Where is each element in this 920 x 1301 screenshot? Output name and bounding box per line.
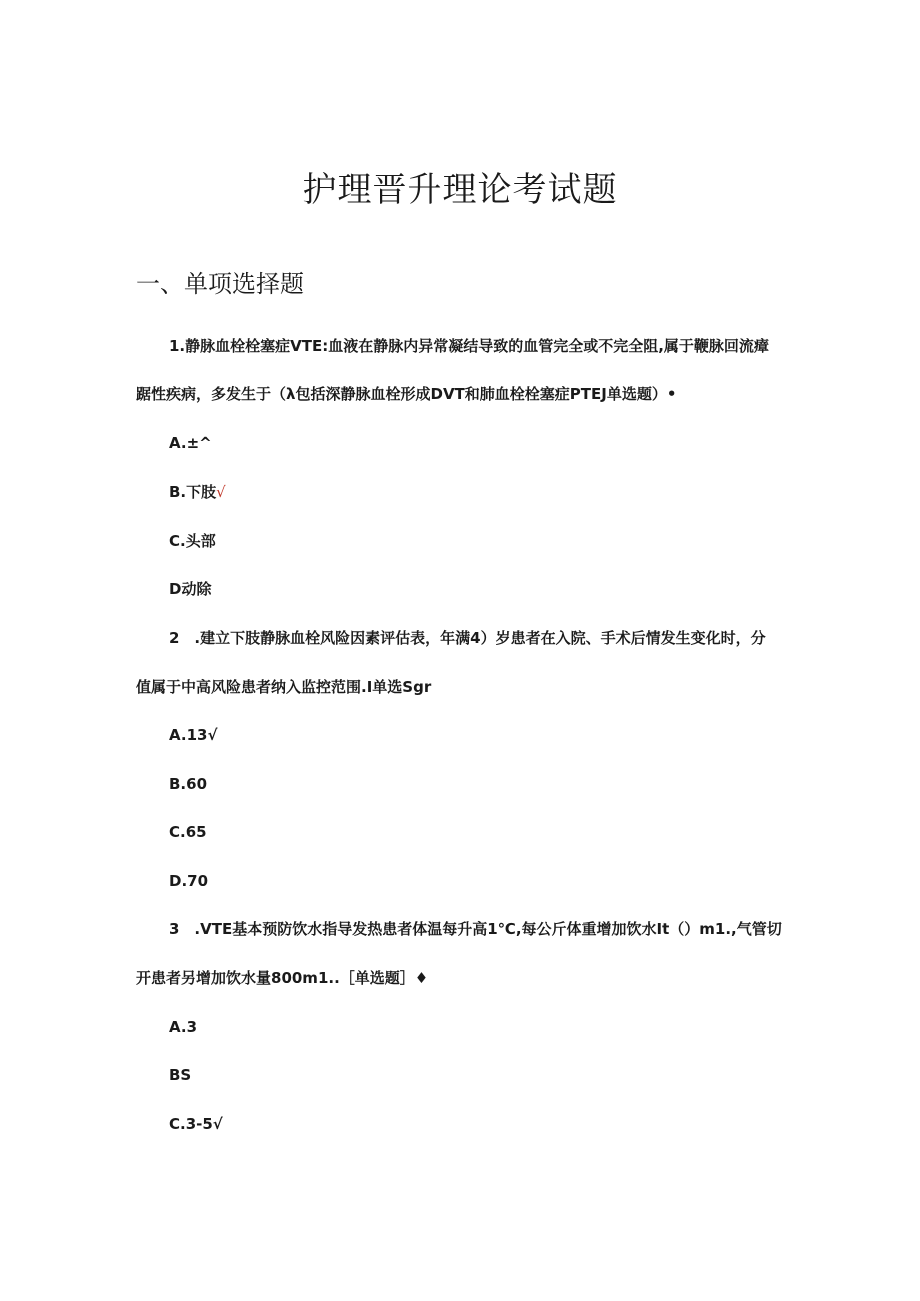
section-heading: 一、单项选择题 bbox=[136, 270, 304, 298]
question-3-text-line-1: 3 .VTE基本预防饮水指导发热患者体温每升高1℃,每公斤体重增加饮水It（）m1.,气管切 bbox=[169, 920, 782, 938]
page-title: 护理晋升理论考试题 bbox=[302, 170, 618, 210]
question-1-option-c: C.头部 bbox=[169, 532, 216, 550]
question-3-option-b: BS bbox=[169, 1066, 192, 1084]
question-1-option-b bbox=[169, 481, 226, 503]
question-3-option-a: A.3 bbox=[169, 1018, 198, 1036]
question-2-option-b: B.60 bbox=[169, 775, 208, 793]
question-2-option-d: D.70 bbox=[169, 872, 209, 890]
question-1-option-a: A.±^ bbox=[169, 434, 212, 452]
question-1-option-d: D动除 bbox=[169, 580, 212, 598]
question-2-option-a: A.13√ bbox=[169, 726, 218, 744]
question-1-text-line-2: 踞性疾病，多发生于（λ包括深静脉血栓形成DVT和肺血栓栓塞症PTEJ单选题）• bbox=[136, 385, 677, 403]
question-2-option-c: C.65 bbox=[169, 823, 207, 841]
question-3-text-line-2: 开患者另增加饮水量800m1..［单选题］♦ bbox=[136, 969, 429, 987]
question-3-option-c: C.3-5√ bbox=[169, 1115, 223, 1133]
question-1-text-line-1: 1.静脉血栓栓塞症VTE:血液在静脉内异常凝结导致的血管完全或不完全阻,属于鞭脉回流瘴 bbox=[169, 337, 769, 355]
option-b-label: B.下肢 bbox=[169, 483, 217, 501]
check-mark-icon: √ bbox=[216, 483, 226, 501]
question-2-text-line-2: 值属于中高风险患者纳入监控范围.I单选Sgr bbox=[136, 678, 432, 696]
question-2-text-line-1: 2 .建立下肢静脉血栓风险因素评估表，年满4）岁患者在入院、手术后情发生变化时，分 bbox=[169, 629, 766, 647]
